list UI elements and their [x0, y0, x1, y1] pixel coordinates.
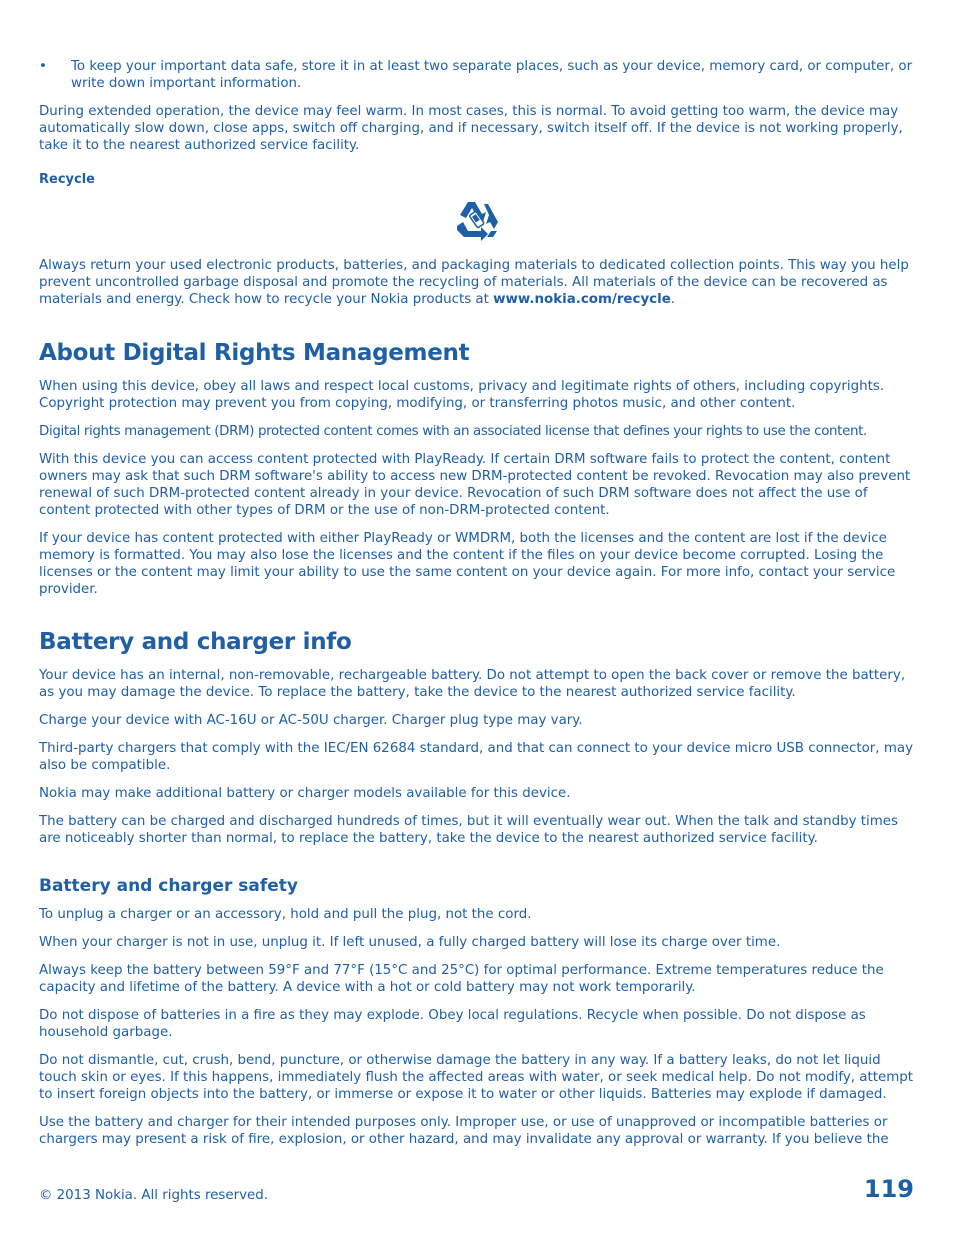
bullet-symbol: •: [39, 59, 47, 74]
drm-paragraph: Digital rights management (DRM) protected content comes with an associated license that defines your rights to use the content.: [39, 424, 867, 439]
recycle-text: Always return your used electronic products, batteries, and packaging materials to dedicated collection points. This way you help prevent uncontrolled garbage disposal and promote the recycling of materials. All materials of the device can be recovered as materials and energy. Check how to recycle your Nokia products at: [39, 258, 909, 307]
battery-paragraph: Charge your device with AC-16U or AC-50U charger. Charger plug type may vary.: [39, 713, 583, 728]
bullet-text: To keep your important data safe, store it in at least two separate places, such as your device, memory card, or computer, or write down important information.: [71, 59, 913, 91]
safety-paragraph: When your charger is not in use, unplug it. If left unused, a fully charged battery will lose its charge over time.: [39, 935, 781, 950]
recycle-text-end: .: [670, 292, 676, 307]
safety-paragraph: Always keep the battery between 59°F and 77°F (15°C and 25°C) for optimal performance. Extreme temperatures reduce the capacity and lifetime of the battery. A device with a hot or cold battery may not work temporarily.: [39, 963, 884, 995]
battery-heading: Battery and charger info: [39, 629, 352, 655]
footer-copyright: © 2013 Nokia. All rights reserved.: [39, 1188, 269, 1203]
page-number: 119: [863, 1175, 914, 1203]
drm-paragraph: If your device has content protected with either PlayReady or WMDRM, both the licenses and the content are lost if the device memory is formatted. You may also lose the licenses and the content if the files on your device become corrupted. Losing the licenses or the content may limit your ability to use the same content on your device again. For more info, contact your service provider.: [39, 531, 896, 597]
recycle-link[interactable]: www.nokia.com/recycle: [493, 292, 671, 307]
safety-heading: Battery and charger safety: [39, 876, 299, 896]
drm-paragraph: With this device you can access content protected with PlayReady. If certain DRM software fails to protect the content, content owners may ask that such DRM software's ability to access new DRM-protected content be revoked. Revocation may also prevent renewal of such DRM-protected content already in your device. Revocation of such DRM software does not affect the use of content protected with other types of DRM or the use of non-DRM-protected content.: [39, 452, 911, 518]
recycle-icon-container: [39, 198, 915, 245]
recycle-label: Recycle: [39, 172, 95, 187]
battery-paragraph: Your device has an internal, non-removable, rechargeable battery. Do not attempt to open the back cover or remove the battery, as you may damage the device. To replace the battery, take the device to the nearest authorized service facility.: [39, 668, 906, 700]
recycle-paragraph: [39, 257, 915, 308]
page-content: [39, 58, 915, 1159]
drm-heading: About Digital Rights Management: [39, 340, 470, 366]
extended-operation-paragraph: During extended operation, the device may feel warm. In most cases, this is normal. To avoid getting too warm, the device may automatically slow down, close apps, switch off charging, and if necessary, switch itself off. If the device is not working properly, take it to the nearest authorized service facility.: [39, 104, 903, 153]
bullet-item: [39, 58, 915, 92]
battery-paragraph: The battery can be charged and discharged hundreds of times, but it will eventually wear out. When the talk and standby times are noticeably shorter than normal, to replace the battery, take the device to the nearest authorized service facility.: [39, 814, 898, 846]
safety-paragraph: Use the battery and charger for their intended purposes only. Improper use, or use of unapproved or incompatible batteries or chargers may present a risk of fire, explosion, or other hazard, and may invalidate any approval or warranty. If you believe the: [39, 1115, 889, 1147]
recycle-icon: [453, 198, 501, 244]
safety-paragraph: Do not dismantle, cut, crush, bend, puncture, or otherwise damage the battery in any way. If a battery leaks, do not let liquid touch skin or eyes. If this happens, immediately flush the affected areas with water, or seek medical help. Do not modify, attempt to insert foreign objects into the battery, or immerse or expose it to water or other liquids. Batteries may explode if damaged.: [39, 1053, 914, 1102]
safety-paragraph: Do not dispose of batteries in a fire as they may explode. Obey local regulations. Recycle when possible. Do not dispose as household garbage.: [39, 1008, 866, 1040]
drm-paragraph: When using this device, obey all laws and respect local customs, privacy and legitimate rights of others, including copyrights. Copyright protection may prevent you from copying, modifying, or transferring photos music, and other content.: [39, 379, 885, 411]
safety-paragraph: To unplug a charger or an accessory, hold and pull the plug, not the cord.: [39, 907, 532, 922]
battery-paragraph: Nokia may make additional battery or charger models available for this device.: [39, 786, 571, 801]
battery-paragraph: Third-party chargers that comply with the IEC/EN 62684 standard, and that can connect to your device micro USB connector, may also be compatible.: [39, 741, 913, 773]
